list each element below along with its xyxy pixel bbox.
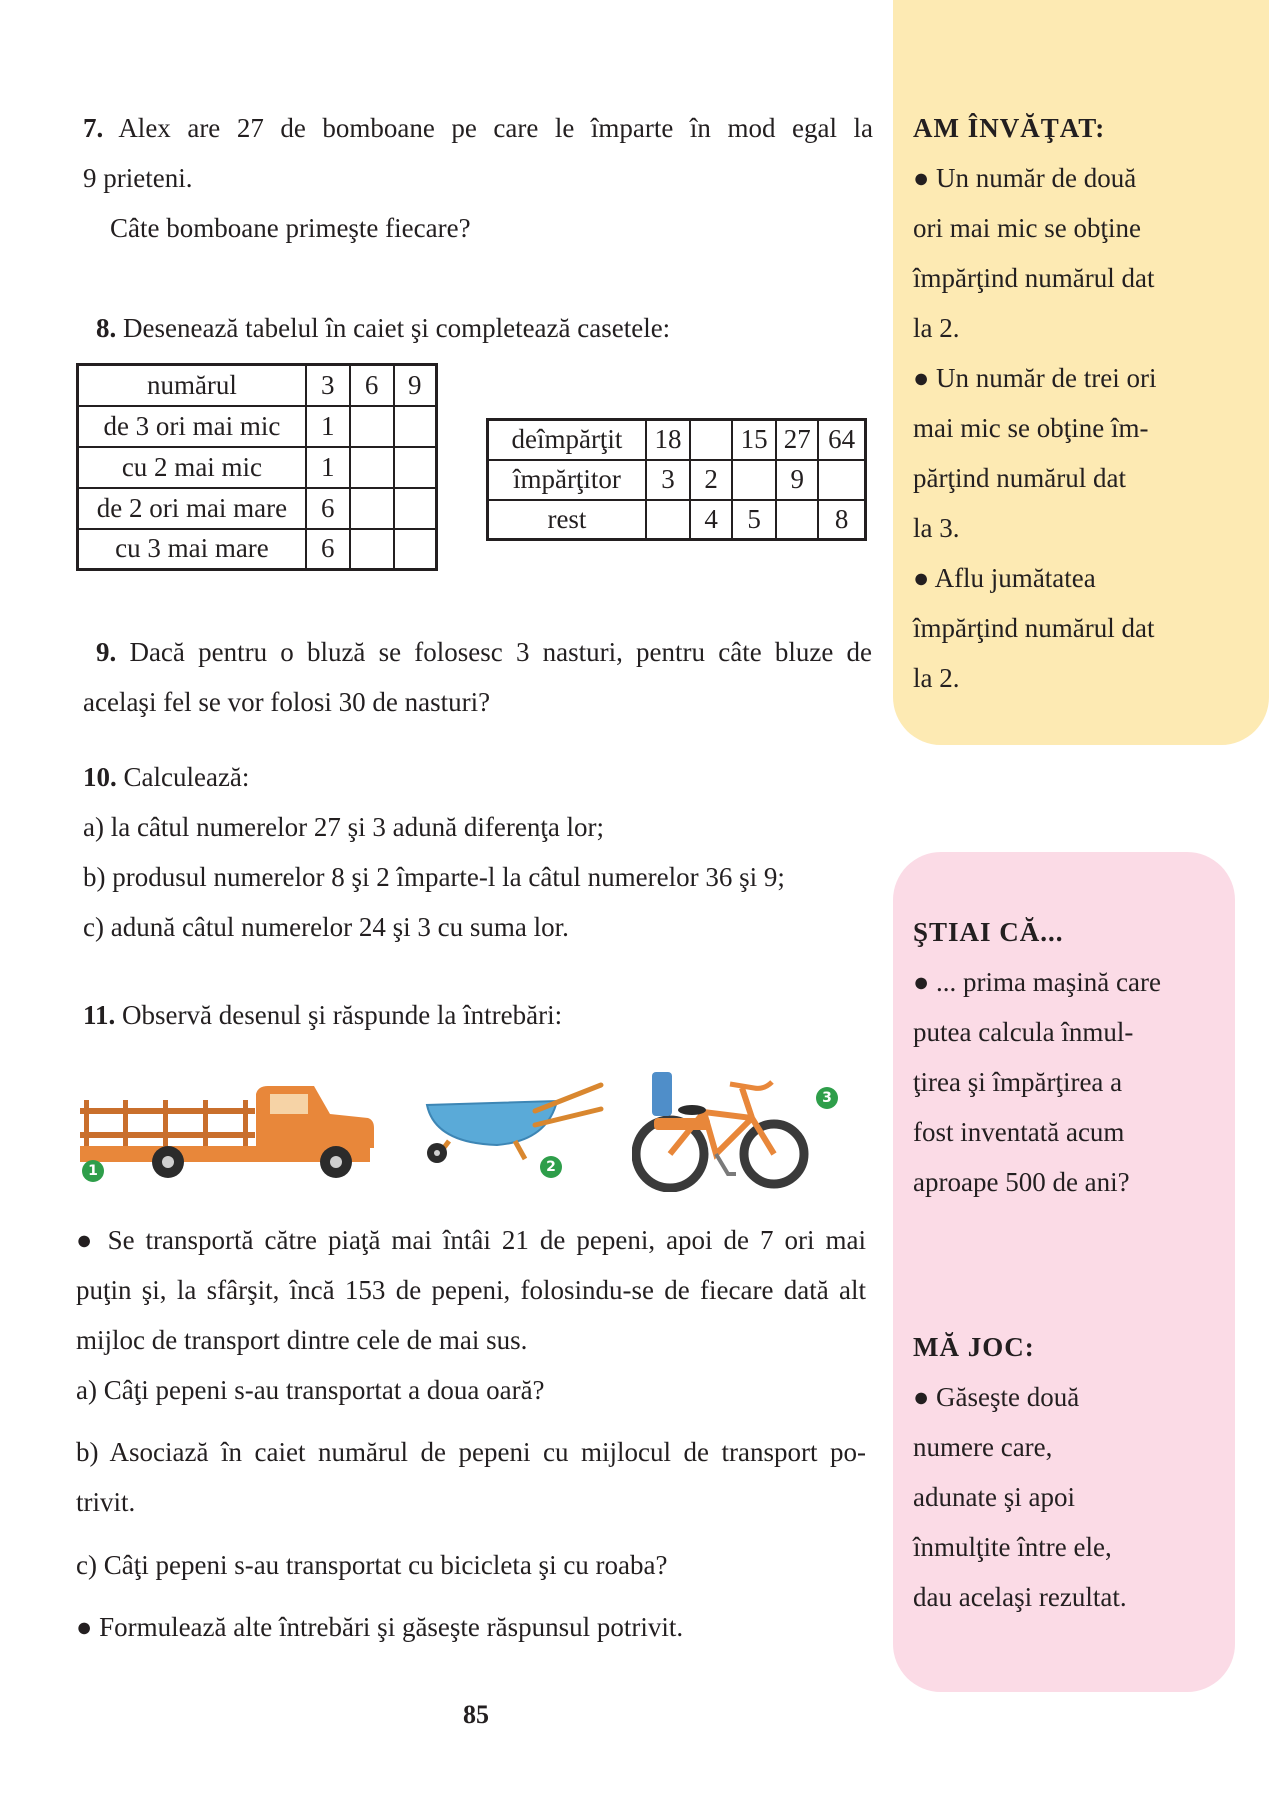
p8-statement bbox=[96, 303, 670, 353]
side-list-line: ● Un număr de trei ori bbox=[913, 363, 1157, 393]
value-cell: 6 bbox=[306, 529, 350, 570]
side-list-line: fost inventată acum bbox=[913, 1117, 1125, 1147]
ma-joc-title: MĂ JOC: bbox=[913, 1332, 1035, 1362]
am-invatat-list bbox=[913, 153, 1157, 703]
value-cell bbox=[732, 460, 776, 500]
value-cell bbox=[350, 406, 394, 447]
badge-1: 1 bbox=[82, 1160, 104, 1182]
p11-bullet2 bbox=[76, 1602, 683, 1652]
side-list-line: ori mai mic se obţine bbox=[913, 213, 1141, 243]
value-cell: 6 bbox=[350, 365, 394, 406]
side-list-line: adunate şi apoi bbox=[913, 1482, 1075, 1512]
side-list-line: mai mic se obţine îm- bbox=[913, 413, 1149, 443]
stiai-ca-list bbox=[913, 957, 1161, 1207]
p9-number: 9. bbox=[96, 637, 117, 667]
p11-b-line2: trivit. bbox=[76, 1487, 136, 1517]
p10-a: a) la câtul numerelor 27 şi 3 adună diferenţa lor; bbox=[83, 812, 605, 842]
p9-line2: acelaşi fel se vor folosi 30 de nasturi? bbox=[83, 687, 491, 717]
table-row bbox=[78, 488, 437, 529]
row-label-cell: de 3 ori mai mic bbox=[78, 406, 306, 447]
p11-a: a) Câţi pepeni s-au transportat a doua oară? bbox=[76, 1375, 545, 1405]
p11-bullet1-text1: Se transportă către piaţă mai întâi 21 de pepeni, apoi de 7 ori mai bbox=[107, 1225, 866, 1255]
side-list-line: la 2. bbox=[913, 313, 960, 343]
value-cell bbox=[394, 447, 437, 488]
badge-3: 3 bbox=[816, 1087, 838, 1109]
table-row bbox=[488, 500, 866, 540]
p10-statement bbox=[83, 752, 249, 802]
p10-number: 10. bbox=[83, 762, 117, 792]
side-list-line: la 3. bbox=[913, 513, 960, 543]
value-cell: 3 bbox=[646, 460, 690, 500]
p10-c: c) adună câtul numerelor 24 şi 3 cu suma lor. bbox=[83, 912, 569, 942]
side-list-line: înmulţite între ele, bbox=[913, 1532, 1112, 1562]
side-list-line: aproape 500 de ani? bbox=[913, 1167, 1130, 1197]
side-list-line: ● Găseşte două bbox=[913, 1382, 1080, 1412]
bicycle-illustration bbox=[632, 1062, 812, 1192]
bullet-icon: ● bbox=[76, 1225, 97, 1255]
p7-question: Câte bomboane primeşte fiecare? bbox=[110, 213, 471, 243]
value-cell: 27 bbox=[776, 420, 818, 460]
p10-b: b) produsul numerelor 8 şi 2 împarte-l la câtul numerelor 36 şi 9; bbox=[83, 862, 785, 892]
side-list-line: la 2. bbox=[913, 663, 960, 693]
side-list-line: părţind numărul dat bbox=[913, 463, 1126, 493]
p7-number: 7. bbox=[83, 113, 104, 143]
row-label-cell: rest bbox=[488, 500, 646, 540]
p7-text: Alex are 27 de bomboane pe care le împarte în mod egal la bbox=[118, 113, 874, 143]
row-label-cell: numărul bbox=[78, 365, 306, 406]
value-cell bbox=[394, 406, 437, 447]
p11-text: Observă desenul şi răspunde la întrebări: bbox=[122, 1000, 563, 1030]
value-cell: 64 bbox=[818, 420, 865, 460]
p11-b-line1: b) Asociază în caiet numărul de pepeni cu mijlocul de transport po- bbox=[76, 1437, 866, 1467]
table-row bbox=[78, 365, 437, 406]
p9-text: Dacă pentru o bluză se folosesc 3 nasturi, pentru câte bluze de bbox=[129, 637, 873, 667]
p7-line2: 9 prieteni. bbox=[83, 163, 193, 193]
row-label-cell: de 2 ori mai mare bbox=[78, 488, 306, 529]
table-numbers bbox=[76, 363, 438, 571]
value-cell bbox=[350, 529, 394, 570]
value-cell bbox=[818, 460, 865, 500]
value-cell bbox=[350, 447, 394, 488]
p7-line1 bbox=[83, 103, 873, 153]
row-label-cell: cu 3 mai mare bbox=[78, 529, 306, 570]
value-cell: 18 bbox=[646, 420, 690, 460]
value-cell: 3 bbox=[306, 365, 350, 406]
p8-text: Desenează tabelul în caiet şi completează casetele: bbox=[123, 313, 671, 343]
value-cell: 1 bbox=[306, 447, 350, 488]
p11-bullet1-line2: puţin şi, la sfârşit, încă 153 de pepeni, folosindu-se de fiecare dată alt bbox=[76, 1275, 866, 1305]
p11-bullet1-line3: mijloc de transport dintre cele de mai sus. bbox=[76, 1325, 528, 1355]
table-row bbox=[78, 406, 437, 447]
value-cell: 4 bbox=[690, 500, 732, 540]
value-cell bbox=[646, 500, 690, 540]
p11-number: 11. bbox=[83, 1000, 116, 1030]
value-cell: 2 bbox=[690, 460, 732, 500]
p11-statement bbox=[83, 990, 562, 1040]
table-division bbox=[486, 418, 867, 541]
value-cell bbox=[394, 529, 437, 570]
badge-2: 2 bbox=[540, 1156, 562, 1178]
table-row bbox=[488, 420, 866, 460]
ma-joc-list bbox=[913, 1372, 1127, 1622]
table-row bbox=[78, 529, 437, 570]
row-label-cell: cu 2 mai mic bbox=[78, 447, 306, 488]
p11-bullet2-text: Formulează alte întrebări şi găseşte răspunsul potrivit. bbox=[99, 1612, 684, 1642]
side-list-line: împărţind numărul dat bbox=[913, 613, 1155, 643]
side-list-line: ţirea şi împărţirea a bbox=[913, 1067, 1123, 1097]
value-cell: 8 bbox=[818, 500, 865, 540]
side-list-line: împărţind numărul dat bbox=[913, 263, 1155, 293]
value-cell: 5 bbox=[732, 500, 776, 540]
table-row bbox=[78, 447, 437, 488]
p9-line1 bbox=[96, 627, 872, 677]
value-cell bbox=[350, 488, 394, 529]
row-label-cell: împărţitor bbox=[488, 460, 646, 500]
value-cell bbox=[690, 420, 732, 460]
side-list-line: ● Un număr de două bbox=[913, 163, 1137, 193]
stiai-ca-title: ŞTIAI CĂ... bbox=[913, 917, 1064, 947]
page-number: 85 bbox=[463, 1700, 489, 1729]
value-cell: 9 bbox=[776, 460, 818, 500]
value-cell: 1 bbox=[306, 406, 350, 447]
p11-bullet1-line1 bbox=[76, 1215, 866, 1265]
side-list-line: ● Aflu jumătatea bbox=[913, 563, 1096, 593]
value-cell: 9 bbox=[394, 365, 437, 406]
value-cell: 15 bbox=[732, 420, 776, 460]
truck-illustration bbox=[78, 1070, 378, 1180]
bullet-icon: ● bbox=[76, 1612, 93, 1642]
value-cell bbox=[394, 488, 437, 529]
p11-c: c) Câţi pepeni s-au transportat cu bicicleta şi cu roaba? bbox=[76, 1550, 668, 1580]
am-invatat-title: AM ÎNVĂŢAT: bbox=[913, 113, 1106, 143]
p10-text: Calculează: bbox=[123, 762, 250, 792]
value-cell: 6 bbox=[306, 488, 350, 529]
side-list-line: putea calcula înmul- bbox=[913, 1017, 1134, 1047]
side-list-line: dau acelaşi rezultat. bbox=[913, 1582, 1127, 1612]
p8-number: 8. bbox=[96, 313, 117, 343]
row-label-cell: deîmpărţit bbox=[488, 420, 646, 460]
wheelbarrow-illustration bbox=[415, 1075, 605, 1165]
side-list-line: ● ... prima maşină care bbox=[913, 967, 1161, 997]
table-row bbox=[488, 460, 866, 500]
value-cell bbox=[776, 500, 818, 540]
side-list-line: numere care, bbox=[913, 1432, 1053, 1462]
